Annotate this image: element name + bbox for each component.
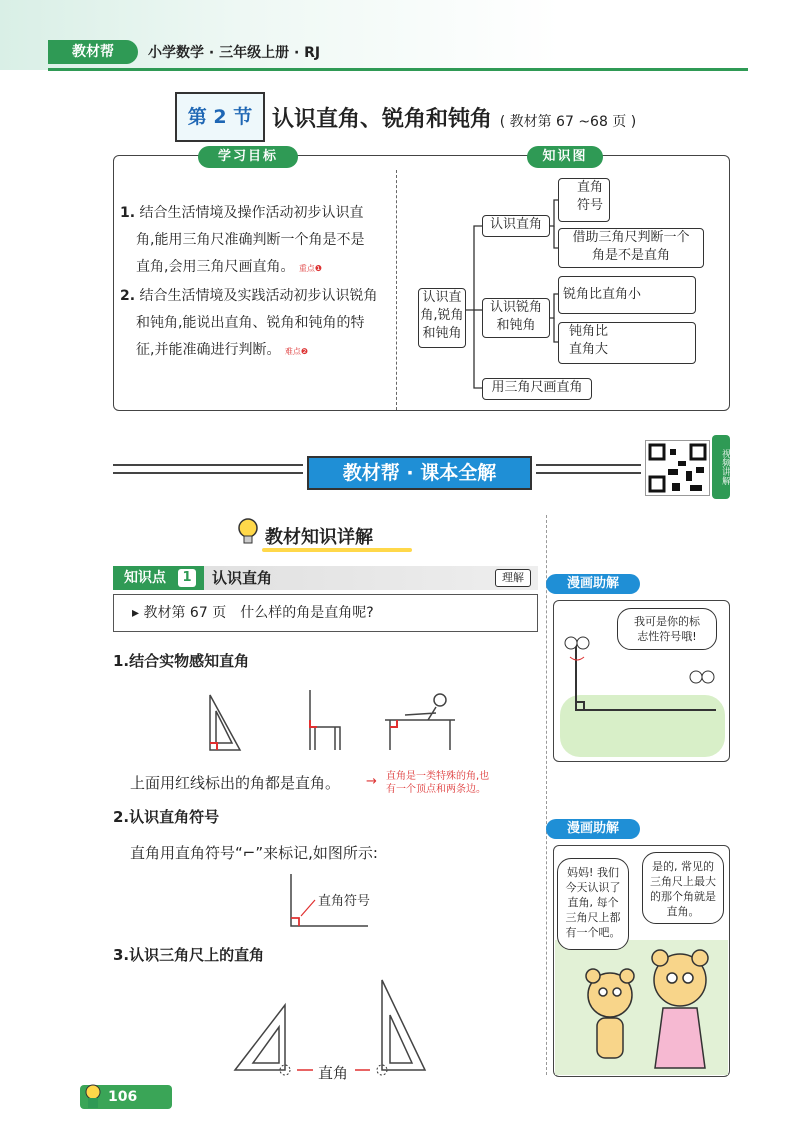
- kmap-b1: 认识直角: [482, 215, 550, 237]
- kmap-b3: 用三角尺画直角: [482, 378, 592, 400]
- qr-code[interactable]: [645, 440, 710, 496]
- kp-tag: 知识点: [116, 566, 204, 590]
- kmap-b2: 认识锐角 和钝角: [482, 298, 550, 338]
- comic2-bears: [575, 940, 725, 1072]
- kmap-b2a: 锐角比直角小: [558, 276, 696, 314]
- banner-rule-right: [536, 464, 641, 466]
- arrow-icon: →: [366, 774, 377, 789]
- detail-title: 教材知识详解: [265, 527, 373, 548]
- s1-note: 直角是一类特殊的角,也 有一个顶点和两条边。: [386, 771, 490, 795]
- kmap-title: 知识图: [527, 146, 603, 168]
- banner: 教材帮 · 课本全解: [307, 456, 532, 490]
- kmap-root: 认识直 角,锐角 和钝角: [418, 288, 466, 348]
- s3-label: 直角: [318, 1064, 349, 1082]
- comic1-bubble: 我可是你的标 志性符号哦!: [617, 608, 717, 650]
- comic2-bubble-left: 妈妈! 我们 今天认识了 直角, 每个 三角尺上都 有一个吧。: [557, 858, 629, 950]
- textbook-ref: ▸ 教材第 67 页 什么样的角是直角呢?: [113, 594, 538, 632]
- s1-title: 1.结合实物感知直角: [113, 652, 250, 670]
- goals-title: 学习目标: [198, 146, 298, 168]
- s1-figures: [200, 685, 470, 755]
- kp-number: 1: [178, 569, 196, 587]
- section-title: 认识直角、锐角和钝角 ( 教材第 67 ~68 页 ): [272, 107, 637, 132]
- s2-label: 直角符号: [318, 894, 371, 909]
- kp-level: 理解: [495, 569, 531, 587]
- header-tag: 教材帮: [48, 40, 138, 64]
- goal-2: 2. 结合生活情境及实践活动初步认识锐角 和钝角,能说出直角、锐角和钝角的特 征,并能准确进行判断。 难点❷: [120, 288, 378, 358]
- qr-pattern-icon: [646, 441, 709, 495]
- banner-rule-left: [113, 464, 303, 466]
- section-number: 第 2 节: [175, 92, 265, 142]
- kmap-b2b: 钝角比 直角大: [558, 322, 696, 364]
- kp-name: 认识直角: [212, 569, 273, 587]
- lightbulb-icon: [235, 515, 261, 549]
- comic2-bubble-right: 是的, 常见的 三角尺上最大 的那个角就是 直角。: [642, 852, 724, 924]
- qr-tag: 视频讲解: [712, 435, 730, 499]
- comic1-title: 漫画助解: [546, 574, 640, 594]
- s2-title: 2.认识直角符号: [113, 808, 220, 826]
- banner-rule-right-2: [536, 472, 641, 474]
- header-book: 小学数学 · 三年级上册 · RJ: [148, 45, 321, 61]
- s2-text: 直角用直角符号“⌐”来标记,如图所示:: [130, 844, 378, 862]
- s3-title: 3.认识三角尺上的直角: [113, 946, 265, 964]
- detail-underline: [262, 548, 412, 552]
- column-divider: [546, 515, 547, 1075]
- kmap-b1b: 借助三角尺判断一个 角是不是直角: [558, 228, 704, 268]
- goal-1: 1. 结合生活情境及操作活动初步认识直 角,能用三角尺准确判断一个角是不是 直角,会用三角尺画直角。 重点❶: [120, 205, 365, 275]
- s1-text: 上面用红线标出的角都是直角。: [130, 774, 341, 792]
- kmap-b1a: 直角 符号: [558, 178, 610, 222]
- banner-rule-left-2: [113, 472, 303, 474]
- comic2-title: 漫画助解: [546, 819, 640, 839]
- mascot-icon: [82, 1082, 104, 1110]
- page-number: 106: [80, 1085, 172, 1109]
- header-rule: [48, 68, 748, 71]
